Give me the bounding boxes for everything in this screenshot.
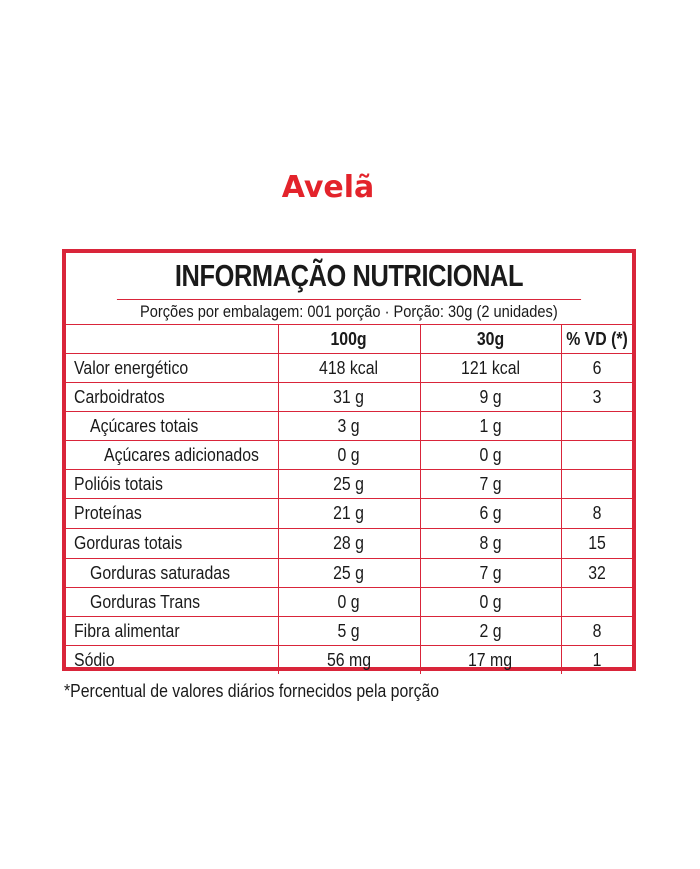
- value-100g: 31 g: [278, 383, 420, 412]
- value-30g: 2 g: [420, 617, 561, 646]
- value-100g: 3 g: [278, 412, 420, 441]
- table-row: [66, 354, 632, 383]
- nutrient-label: Gorduras Trans: [66, 588, 278, 617]
- header-row: [66, 325, 632, 354]
- value-30g: 17 mg: [420, 646, 561, 675]
- value-100g: 21 g: [278, 499, 420, 529]
- table-row: [66, 588, 632, 617]
- nutrient-label: Polióis totais: [66, 470, 278, 499]
- footnote: *Percentual de valores diários fornecidos pela porção: [64, 681, 440, 701]
- nutrient-label: Valor energético: [66, 354, 278, 383]
- value-vd: 6: [561, 354, 632, 383]
- table-row: [66, 441, 632, 470]
- servings-info: [66, 300, 632, 325]
- nutrient-label: Sódio: [66, 646, 278, 675]
- value-30g: 121 kcal: [420, 354, 561, 383]
- value-vd: 3: [561, 383, 632, 412]
- table-row: [66, 412, 632, 441]
- servings-text: Porções por embalagem: 001 porção · Porção: 30g (2 unidades): [140, 302, 558, 321]
- column-header-nutrient: [66, 325, 278, 354]
- value-vd: [561, 441, 632, 470]
- value-vd: 1: [592, 649, 602, 670]
- value-100g: 25 g: [278, 559, 420, 588]
- value-vd: [561, 588, 632, 617]
- value-100g: 0 g: [278, 588, 420, 617]
- nutrition-facts-panel: [62, 249, 636, 671]
- nutrient-label: Açúcares adicionados: [66, 441, 278, 470]
- value-100g: 25 g: [278, 470, 420, 499]
- nutrient-label: Gorduras totais: [66, 529, 278, 559]
- column-header-30g: 30g: [420, 325, 561, 354]
- value-30g: 7 g: [420, 559, 561, 588]
- nutrient-label: Fibra alimentar: [66, 617, 278, 646]
- value-vd: 15: [561, 529, 632, 559]
- value-30g: 9 g: [420, 383, 561, 412]
- value-vd: [561, 470, 632, 499]
- table-row: [66, 559, 632, 588]
- value-100g: 5 g: [278, 617, 420, 646]
- value-100g: 28 g: [278, 529, 420, 559]
- nutrient-label: Carboidratos: [66, 383, 278, 412]
- table-row: [66, 383, 632, 412]
- value-100g: 418 kcal: [278, 354, 420, 383]
- table-row: [66, 529, 632, 559]
- value-30g: 0 g: [420, 588, 561, 617]
- column-header-vd: % VD (*): [561, 325, 632, 354]
- value-30g: 8 g: [420, 529, 561, 559]
- table-row: [66, 470, 632, 499]
- flavor-title: Avelã: [281, 170, 375, 205]
- value-vd: 32: [561, 559, 632, 588]
- table-row: [66, 617, 632, 646]
- column-header-100g: 100g: [278, 325, 420, 354]
- value-30g: 0 g: [420, 441, 561, 470]
- value-30g: 6 g: [420, 499, 561, 529]
- nutrient-label: Açúcares totais: [66, 412, 278, 441]
- table-row: [66, 646, 632, 675]
- table-row: [66, 499, 632, 529]
- value-vd: [561, 412, 632, 441]
- value-30g: 1 g: [420, 412, 561, 441]
- nutrient-label: Gorduras saturadas: [66, 559, 278, 588]
- panel-title: INFORMAÇÃO NUTRICIONAL: [117, 253, 581, 300]
- value-100g: 56 mg: [278, 646, 420, 675]
- value-100g: 0 g: [278, 441, 420, 470]
- nutrition-table: [66, 325, 632, 674]
- nutrient-label: Proteínas: [66, 499, 278, 529]
- value-vd: 8: [561, 499, 632, 529]
- value-vd: 8: [561, 617, 632, 646]
- value-30g: 7 g: [420, 470, 561, 499]
